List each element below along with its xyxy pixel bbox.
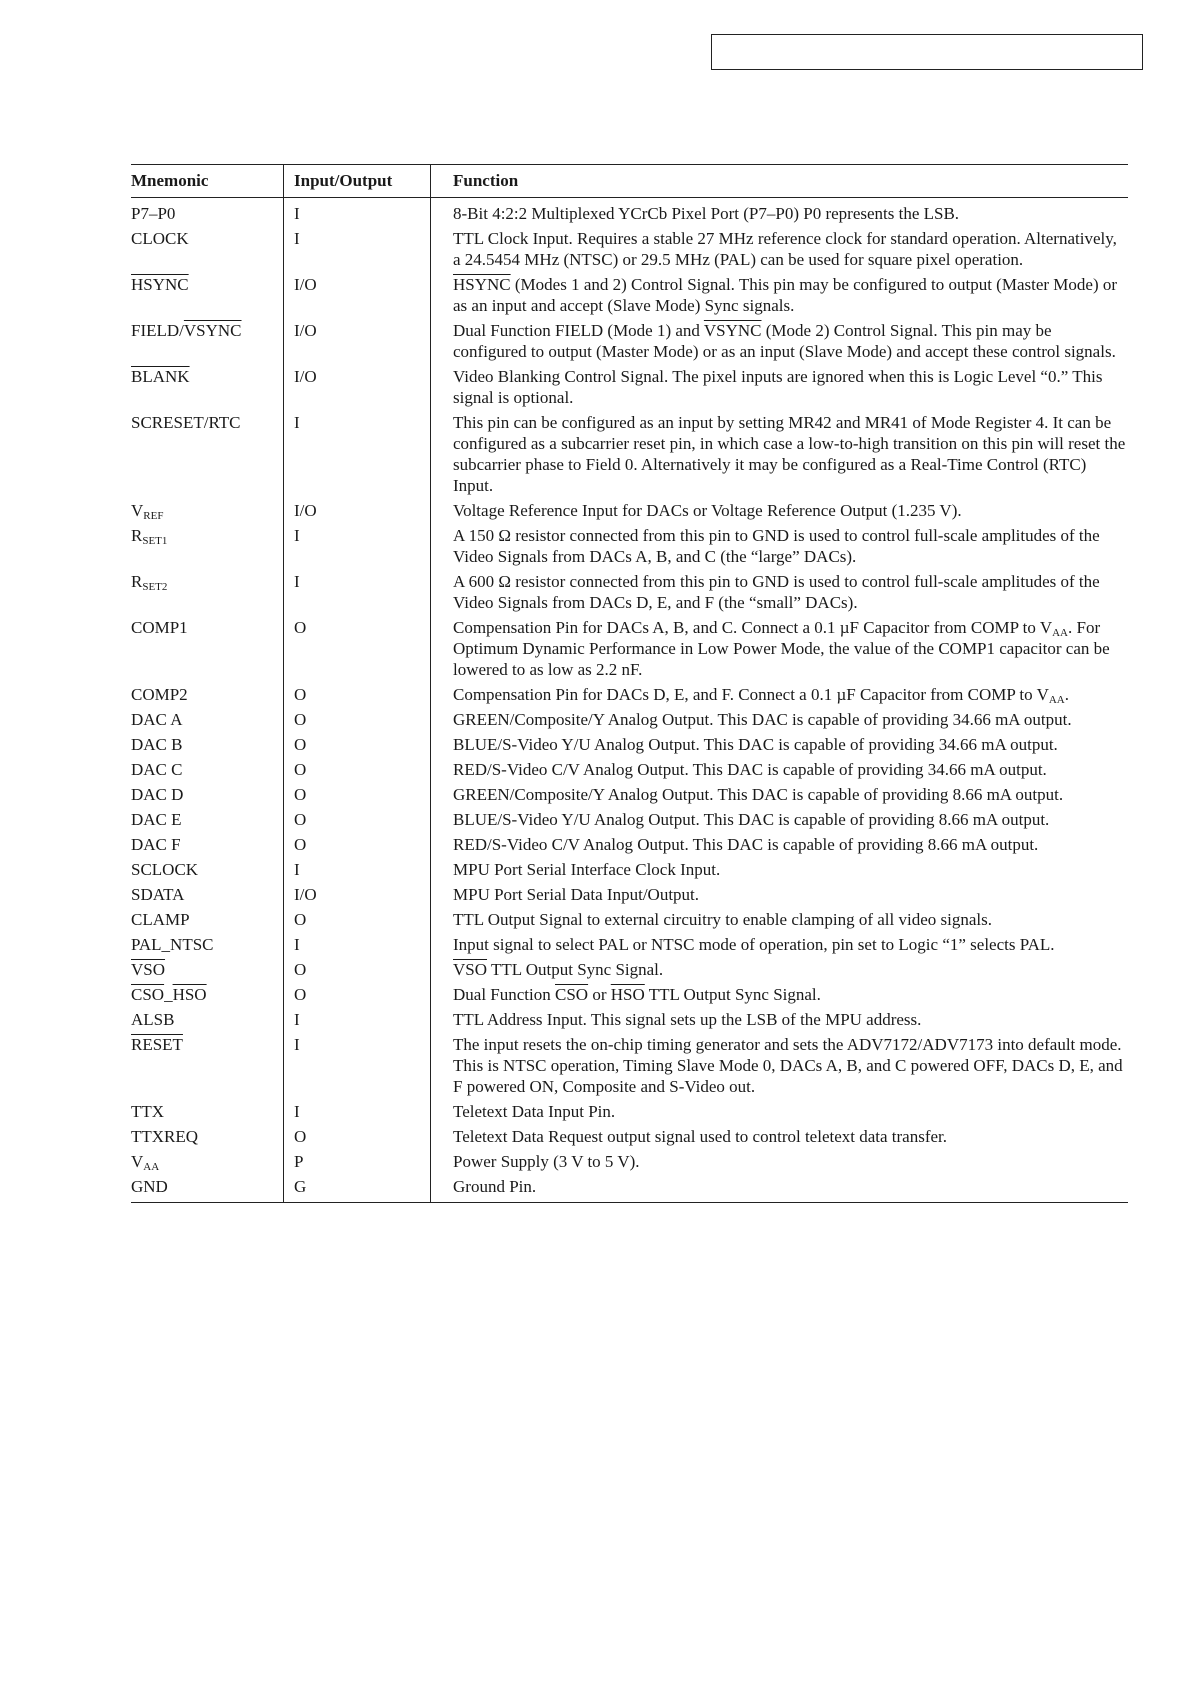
text-segment: Compensation Pin for DACs A, B, and C. Connect a 0.1 µF Capacitor from COMP to V [453,618,1053,637]
cell-input-output: I/O [284,498,431,523]
table-body [131,198,1128,1203]
table-row [131,732,1128,757]
text-segment: 8-Bit 4:2:2 Multiplexed YCrCb Pixel Port (P7–P0) P0 represents the LSB. [453,204,960,223]
cell-input-output: I [284,523,431,569]
cell-mnemonic [131,807,284,832]
header-function: Function [431,165,1129,198]
table-row [131,1032,1128,1099]
text-segment: REF [143,510,164,522]
text-segment: VSYNC [703,321,762,340]
text-segment: $\overline{VSO}$ [453,960,488,979]
cell-mnemonic [131,364,284,410]
header-mnemonic: Mnemonic [131,165,284,198]
text-segment: (Mode 2) Control Signal. This pin may be configured to output (Master Mode) or as an input (Slave Mode) and accept these control signals. [453,321,1116,361]
cell-function [431,498,1129,523]
text-segment: Power Supply (3 V to 5 V). [453,1152,640,1171]
cell-mnemonic [131,882,284,907]
cell-input-output: P [284,1149,431,1174]
cell-function [431,410,1129,498]
text-segment: A 150 Ω resistor connected from this pin to GND is used to control full-scale amplitudes of the Video Signals from DACs A, B, and C (the “large” DACs). [453,526,1100,566]
text-segment: V [131,501,144,520]
text-segment: COMP1 [131,618,188,637]
cell-input-output: I [284,226,431,272]
pin-function-table [131,164,1128,1203]
text-segment: TTL Output Signal to external circuitry to enable clamping of all video signals. [453,910,992,929]
cell-function [431,272,1129,318]
text-segment: DAC F [131,835,181,854]
text-segment: GREEN/Composite/Y Analog Output. This DAC is capable of providing 8.66 mA output. [453,785,1064,804]
cell-function [431,523,1129,569]
cell-mnemonic [131,1174,284,1203]
cell-mnemonic [131,732,284,757]
cell-function [431,907,1129,932]
text-segment: V [131,1152,144,1171]
cell-mnemonic [131,957,284,982]
text-segment: Teletext Data Request output signal used to control teletext data transfer. [453,1127,948,1146]
table-row [131,882,1128,907]
text-segment: DAC C [131,760,183,779]
text-segment: . For Optimum Dynamic Performance in Low Power Mode, the value of the COMP1 capacitor can be lowered to as low as 2.2 nF. [453,618,1110,679]
cell-mnemonic [131,1007,284,1032]
text-segment: DAC B [131,735,183,754]
text-segment: Dual Function FIELD (Mode 1) and [453,321,704,340]
table-row [131,569,1128,615]
cell-mnemonic [131,832,284,857]
cell-function [431,1007,1129,1032]
text-segment: Compensation Pin for DACs D, E, and F. Connect a 0.1 µF Capacitor from COMP to V [453,685,1049,704]
cell-mnemonic [131,318,284,364]
cell-function [431,615,1129,682]
cell-input-output: I [284,1099,431,1124]
cell-mnemonic [131,707,284,732]
cell-input-output: I/O [284,272,431,318]
text-segment: Teletext Data Input Pin. [453,1102,616,1121]
cell-input-output: I [284,569,431,615]
table-row [131,957,1128,982]
text-segment: R [131,526,143,545]
text-segment: The input resets the on-chip timing generator and sets the ADV7172/ADV7173 into default mode. This is NTSC operation, Timing Slave Mode 0, DACs A, B, and C powered OFF, DACs D, E, and F powered ON, Composite and S-Video out. [453,1035,1123,1096]
text-segment: CLOCK [131,229,189,248]
cell-input-output: G [284,1174,431,1203]
text-segment: Input signal to select PAL or NTSC mode of operation, pin set to Logic “1” selects PAL. [453,935,1055,954]
text-segment: DAC D [131,785,184,804]
cell-function [431,882,1129,907]
cell-function [431,1032,1129,1099]
table-row [131,707,1128,732]
text-segment: Voltage Reference Input for DACs or Voltage Reference Output (1.235 V). [453,501,962,520]
text-segment: GREEN/Composite/Y Analog Output. This DAC is capable of providing 34.66 mA output. [453,710,1072,729]
text-segment: Dual Function [453,985,555,1004]
text-segment: A 600 Ω resistor connected from this pin to GND is used to control full-scale amplitudes of the Video Signals from DACs D, E, and F (the “small” DACs). [453,572,1100,612]
text-segment: . [1064,685,1069,704]
cell-input-output: I/O [284,318,431,364]
cell-input-output: I [284,1032,431,1099]
table-row [131,615,1128,682]
text-segment: (Modes 1 and 2) Control Signal. This pin may be configured to output (Master Mode) or as an input and accept (Slave Mode) Sync signals. [453,275,1118,315]
cell-input-output: O [284,907,431,932]
cell-function [431,569,1129,615]
text-segment: RESET [131,1035,183,1054]
cell-input-output: O [284,782,431,807]
text-segment: This pin can be configured as an input by setting MR42 and MR41 of Mode Register 4. It can be configured as a subcarrier reset pin, in which case a low-to-high transition on this pin will reset the subcarrier phase to Field 0. Alternatively it may be configured as a Real-Time Control (RTC) Input. [453,413,1126,495]
text-segment: COMP2 [131,685,188,704]
cell-mnemonic [131,523,284,569]
table-row [131,982,1128,1007]
cell-mnemonic [131,410,284,498]
text-segment: FIELD/ [131,321,184,340]
text-segment: _ [164,985,173,1004]
table-row [131,1124,1128,1149]
table-row [131,272,1128,318]
text-segment: DAC E [131,810,182,829]
cell-function [431,226,1129,272]
table-row [131,364,1128,410]
header-box [711,34,1143,70]
text-segment: RED/S-Video C/V Analog Output. This DAC is capable of providing 8.66 mA output. [453,835,1039,854]
table-row [131,1174,1128,1203]
table-row [131,1149,1128,1174]
table-row [131,832,1128,857]
text-segment: TTL Output Sync Signal. [487,960,664,979]
cell-function [431,732,1129,757]
text-segment: TTL Output Sync Signal. [644,985,821,1004]
cell-mnemonic [131,682,284,707]
cell-input-output: I [284,410,431,498]
cell-function [431,682,1129,707]
text-segment: SCRESET/RTC [131,413,241,432]
table-row [131,410,1128,498]
text-segment: $\overline{HSO}$ [610,985,645,1004]
cell-function [431,807,1129,832]
text-segment: AA [1052,627,1068,639]
text-segment: AA [143,1161,160,1173]
text-segment: SCLOCK [131,860,199,879]
text-segment: R [131,572,143,591]
cell-mnemonic [131,757,284,782]
cell-input-output: O [284,807,431,832]
text-segment: $\overline{CSO}$ [555,985,589,1004]
cell-input-output: O [284,732,431,757]
cell-mnemonic [131,982,284,1007]
cell-mnemonic [131,1099,284,1124]
table-row [131,757,1128,782]
cell-input-output: O [284,682,431,707]
cell-mnemonic [131,498,284,523]
table-row [131,932,1128,957]
cell-function [431,782,1129,807]
cell-mnemonic [131,1124,284,1149]
text-segment: Video Blanking Control Signal. The pixel inputs are ignored when this is Logic Level “0.” This signal is optional. [453,367,1103,407]
text-segment: $\overline{CSO}$ [131,985,165,1004]
table-row [131,857,1128,882]
text-segment: DAC A [131,710,183,729]
text-segment: BLUE/S-Video Y/U Analog Output. This DAC is capable of providing 34.66 mA output. [453,735,1058,754]
cell-function [431,1174,1129,1203]
text-segment: CLAMP [131,910,190,929]
cell-mnemonic [131,857,284,882]
text-segment: HSYNC [131,275,189,294]
cell-function [431,857,1129,882]
table-row [131,907,1128,932]
text-segment: RED/S-Video C/V Analog Output. This DAC is capable of providing 34.66 mA output. [453,760,1047,779]
text-segment: or [588,985,611,1004]
text-segment: GND [131,1177,168,1196]
cell-function [431,757,1129,782]
text-segment: TTL Address Input. This signal sets up the LSB of the MPU address. [453,1010,922,1029]
text-segment: SDATA [131,885,185,904]
cell-function [431,832,1129,857]
text-segment: SET1 [142,535,168,547]
table-row [131,498,1128,523]
cell-mnemonic [131,1149,284,1174]
text-segment: AA [1048,694,1065,706]
cell-mnemonic [131,569,284,615]
cell-function [431,932,1129,957]
text-segment: Ground Pin. [453,1177,537,1196]
text-segment: MPU Port Serial Interface Clock Input. [453,860,721,879]
text-segment: $\overline{VSO}$ [131,960,166,979]
text-segment: MPU Port Serial Data Input/Output. [453,885,700,904]
text-segment: VSYNC [183,321,242,340]
cell-mnemonic [131,198,284,227]
table-row [131,1007,1128,1032]
cell-mnemonic [131,226,284,272]
cell-function [431,707,1129,732]
cell-input-output: O [284,707,431,732]
cell-input-output: I [284,932,431,957]
cell-function [431,1124,1129,1149]
cell-function [431,1099,1129,1124]
text-segment: PAL_NTSC [131,935,214,954]
cell-input-output: I [284,857,431,882]
cell-input-output: I/O [284,882,431,907]
text-segment: BLUE/S-Video Y/U Analog Output. This DAC is capable of providing 8.66 mA output. [453,810,1050,829]
cell-input-output: I [284,198,431,227]
cell-function [431,198,1129,227]
cell-input-output: I/O [284,364,431,410]
cell-mnemonic [131,615,284,682]
cell-input-output: O [284,982,431,1007]
cell-input-output: O [284,832,431,857]
cell-mnemonic [131,272,284,318]
cell-function [431,364,1129,410]
cell-input-output: O [284,1124,431,1149]
text-segment: TTL Clock Input. Requires a stable 27 MHz reference clock for standard operation. Alternatively, a 24.5454 MHz (NTSC) or 29.5 MHz (PAL) can be used for square pixel operation. [453,229,1117,269]
cell-function [431,318,1129,364]
table-row [131,226,1128,272]
table-row [131,198,1128,227]
table-row [131,318,1128,364]
text-segment: P7–P0 [131,204,176,223]
text-segment: HSYNC [453,275,511,294]
cell-mnemonic [131,782,284,807]
cell-function [431,982,1129,1007]
table-row [131,523,1128,569]
text-segment: $\overline{HSO}$ [172,985,207,1004]
cell-input-output: O [284,957,431,982]
cell-input-output: O [284,757,431,782]
cell-mnemonic [131,907,284,932]
text-segment: BLANK [131,367,190,386]
cell-mnemonic [131,1032,284,1099]
text-segment: TTXREQ [131,1127,199,1146]
cell-input-output: I [284,1007,431,1032]
table-header-row [131,165,1128,198]
table-row [131,782,1128,807]
text-segment: ALSB [131,1010,175,1029]
cell-input-output: O [284,615,431,682]
header-input-output: Input/Output [284,165,431,198]
text-segment: TTX [131,1102,165,1121]
table-row [131,682,1128,707]
cell-function [431,1149,1129,1174]
table-row [131,1099,1128,1124]
cell-mnemonic [131,932,284,957]
text-segment: SET2 [142,581,168,593]
cell-function [431,957,1129,982]
table-row [131,807,1128,832]
